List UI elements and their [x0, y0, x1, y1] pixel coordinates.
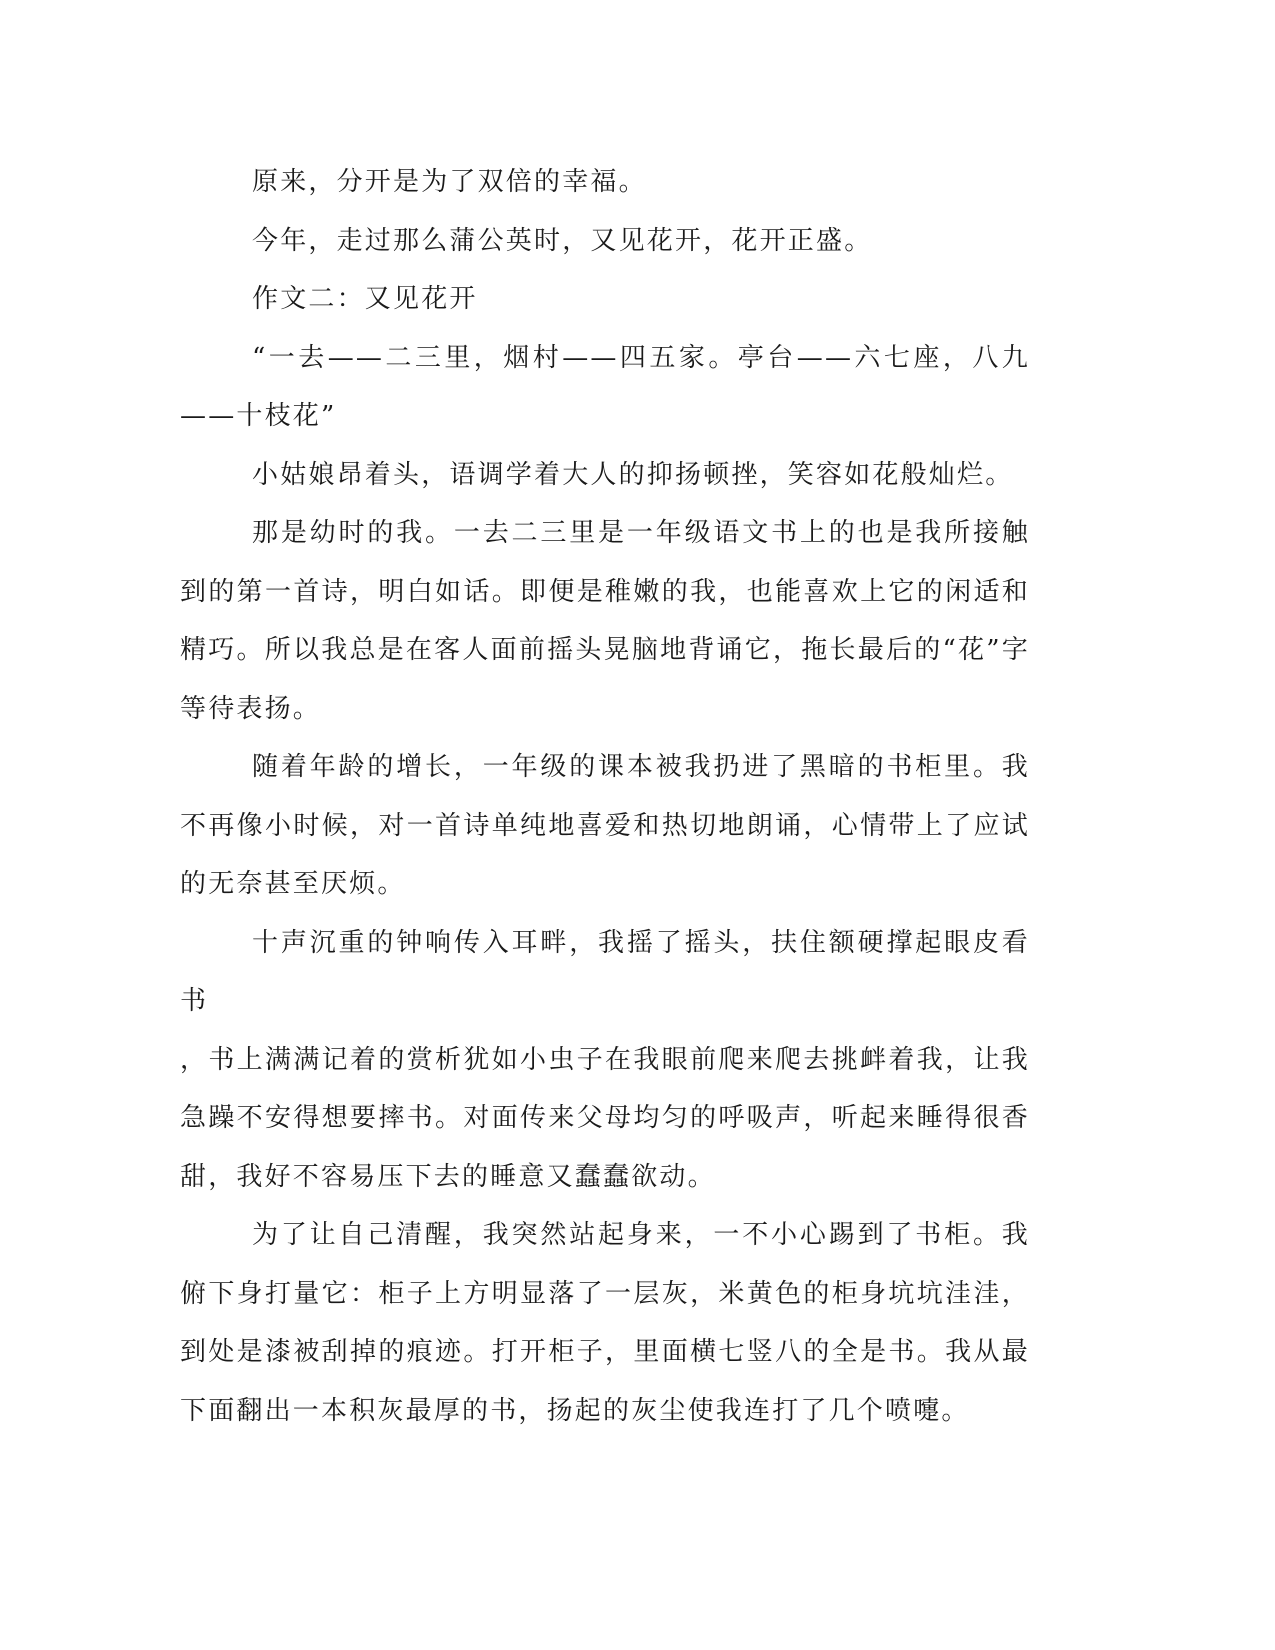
paragraph: 为了让自己清醒，我突然站起身来，一不小心踢到了书柜。我俯下身打量它：柜子上方明显落了一层灰，米黄色的柜身坑坑洼洼，到处是漆被刮掉的痕迹。打开柜子，里面横七竖八的全是书。我从最下面翻出一本积灰最厚的书，扬起的灰尘使我连打了几个喷嚏。	[180, 1220, 1030, 1426]
essay-body	[180, 153, 1030, 1440]
paragraph: 随着年龄的增长，一年级的课本被我扔进了黑暗的书柜里。我不再像小时候，对一首诗单纯地喜爱和热切地朗诵，心情带上了应试的无奈甚至厌烦。	[180, 752, 1030, 899]
poem-quote: “一去——二三里，烟村——四五家。亭台——六七座，八九——十枝花”	[180, 342, 1030, 431]
paragraph: ，书上满满记着的赏析犹如小虫子在我眼前爬来爬去挑衅着我，让我急躁不安得想要摔书。对面传来父母均匀的呼吸声，听起来睡得很香甜，我好不容易压下去的睡意又蠢蠢欲动。	[180, 1044, 1030, 1192]
essay-title: 作文二：又见花开	[252, 284, 478, 314]
paragraph: 小姑娘昂着头，语调学着大人的抑扬顿挫，笑容如花般灿烂。	[252, 459, 1014, 490]
paragraph: 十声沉重的钟响传入耳畔，我摇了摇头，扶住额硬撑起眼皮看书	[180, 927, 1030, 1016]
paragraph: 原来，分开是为了双倍的幸福。	[252, 167, 647, 197]
paragraph: 那是幼时的我。一去二三里是一年级语文书上的也是我所接触到的第一首诗，明白如话。即便是稚嫩的我，也能喜欢上它的闲适和精巧。所以我总是在客人面前摇头晃脑地背诵它，拖长最后的“花”字等待表扬。	[180, 518, 1030, 724]
paragraph: 今年，走过那么蒲公英时，又见花开，花开正盛。	[252, 225, 873, 256]
